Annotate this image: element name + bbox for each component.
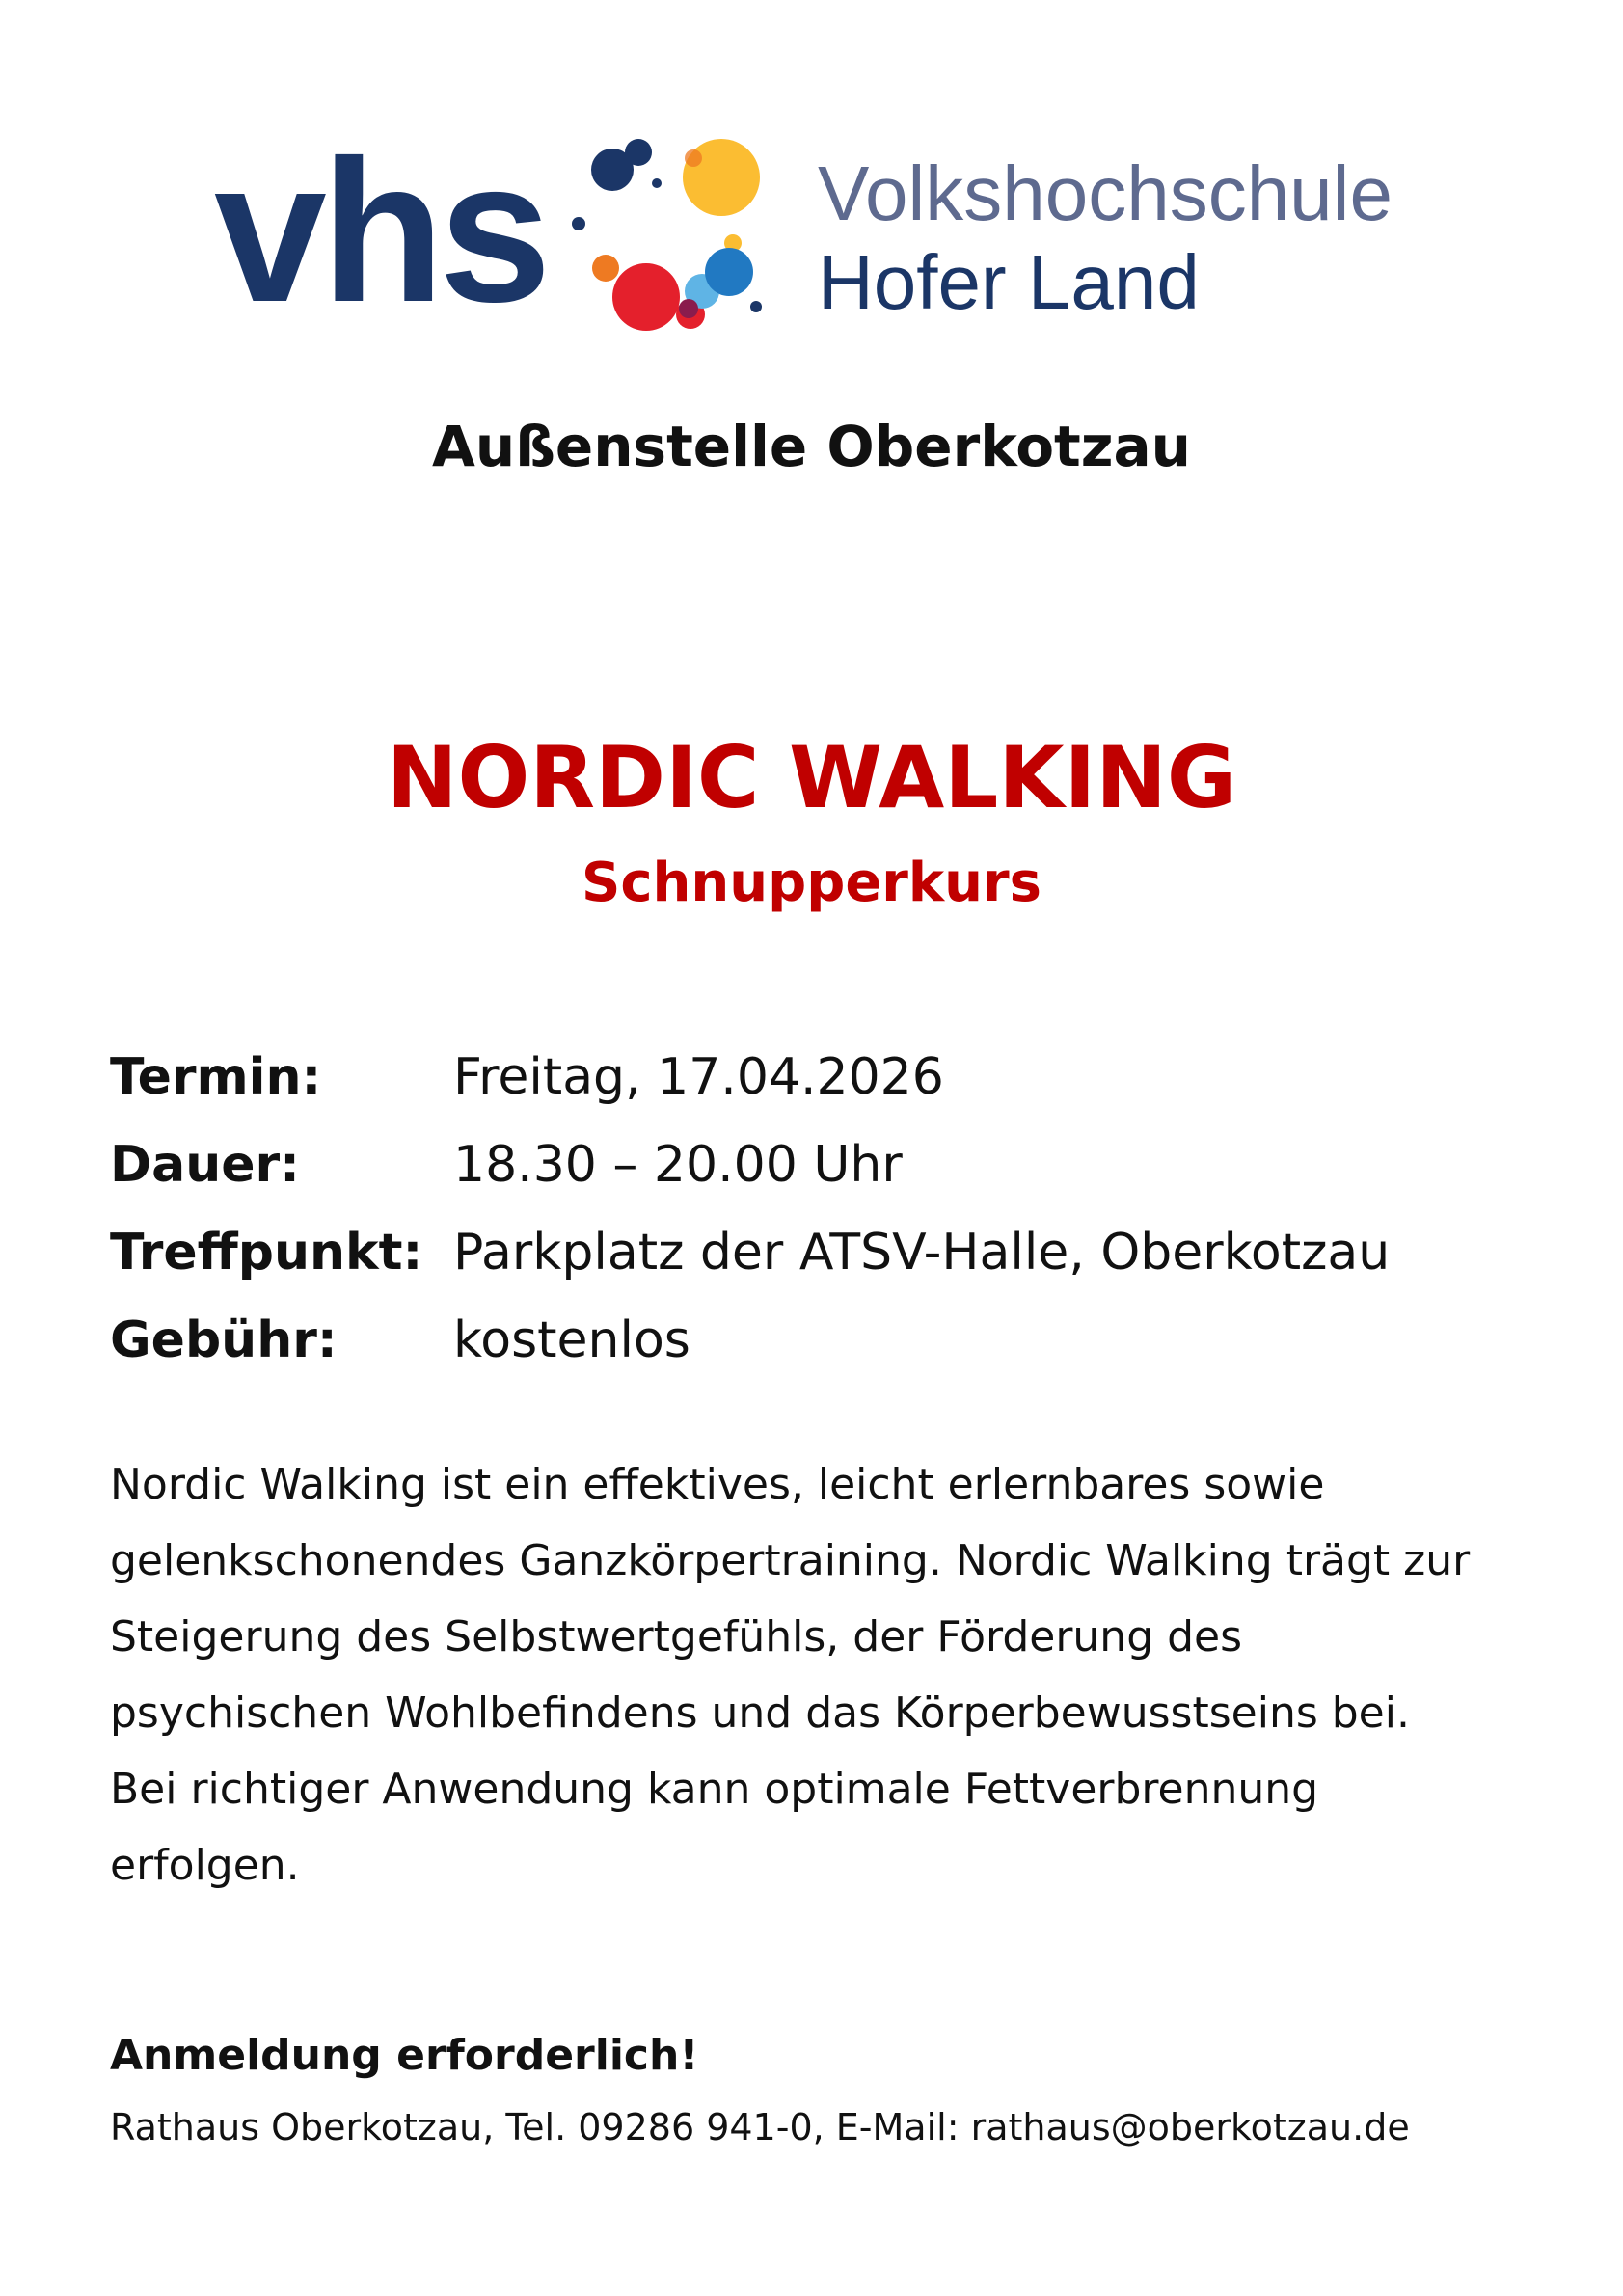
dot-orange bbox=[592, 255, 619, 282]
dot-navy-end bbox=[750, 301, 762, 312]
vhs-logo-mark bbox=[214, 125, 773, 357]
detail-row-gebuehr bbox=[110, 1297, 1518, 1385]
detail-row-treffpunkt bbox=[110, 1209, 1518, 1297]
detail-label: Termin: bbox=[110, 1048, 322, 1106]
course-title: NORDIC WALKING bbox=[386, 728, 1237, 827]
course-details bbox=[110, 1034, 1518, 1385]
detail-value: 18.30 – 20.00 Uhr bbox=[453, 1136, 903, 1194]
description-line: psychischen Wohlbefindens und das Körperbewusstseins bei. bbox=[110, 1688, 1410, 1738]
detail-row-termin bbox=[110, 1034, 1518, 1121]
detail-label: Treffpunkt: bbox=[110, 1224, 423, 1282]
description-line: erfolgen. bbox=[110, 1841, 300, 1890]
dot-purple bbox=[679, 299, 698, 318]
detail-label: Dauer: bbox=[110, 1136, 300, 1194]
dot-navy-mini bbox=[572, 217, 585, 230]
description-line: gelenkschonendes Ganzkörpertraining. Nordic Walking trägt zur bbox=[110, 1536, 1471, 1585]
detail-value: Parkplatz der ATSV-Halle, Oberkotzau bbox=[453, 1224, 1391, 1282]
signup-heading: Anmeldung erforderlich! bbox=[110, 2031, 699, 2080]
dot-navy-tiny bbox=[652, 178, 662, 188]
detail-row-dauer bbox=[110, 1121, 1518, 1209]
dot-orange-tiny bbox=[685, 149, 702, 167]
description-line: Steigerung des Selbstwertgefühls, der Förderung des bbox=[110, 1612, 1243, 1661]
branch-heading: Außenstelle Oberkotzau bbox=[432, 414, 1191, 479]
detail-value: kostenlos bbox=[453, 1311, 690, 1369]
dot-blue bbox=[705, 248, 753, 296]
detail-value: Freitag, 17.04.2026 bbox=[453, 1048, 944, 1106]
vhs-logotype: vhs bbox=[214, 125, 546, 344]
logo-line-volkshochschule: Volkshochschule bbox=[818, 150, 1393, 236]
logo-line-hofer-land: Hofer Land bbox=[818, 239, 1200, 325]
description-line: Bei richtiger Anwendung kann optimale Fettverbrennung bbox=[110, 1765, 1319, 1814]
detail-label: Gebühr: bbox=[110, 1311, 338, 1369]
vhs-logo-text bbox=[818, 149, 1435, 327]
dot-red bbox=[612, 263, 680, 331]
course-description bbox=[110, 1446, 1556, 1904]
vhs-logo bbox=[214, 125, 1429, 357]
signup-contact: Rathaus Oberkotzau, Tel. 09286 941-0, E-Mail: rathaus@oberkotzau.de bbox=[110, 2106, 1410, 2148]
course-subtitle: Schnupperkurs bbox=[582, 851, 1041, 914]
dot-navy-small bbox=[625, 139, 652, 166]
description-line: Nordic Walking ist ein effektives, leicht erlernbares sowie bbox=[110, 1460, 1325, 1509]
